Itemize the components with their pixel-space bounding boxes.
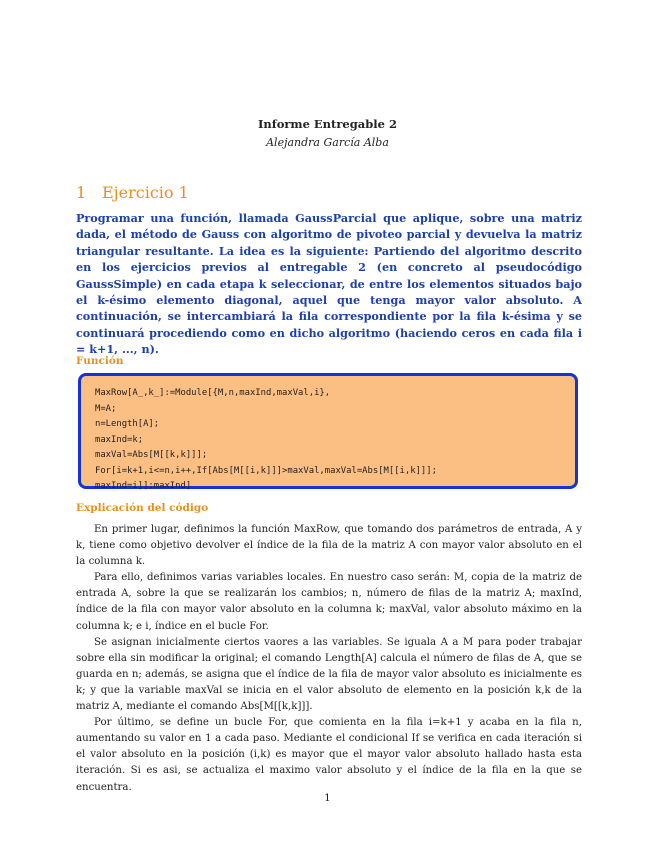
document-author: Alejandra García Alba [266,136,389,149]
paragraph: Para ello, definimos varias variables locales. En nuestro caso serán: M, copia de la matriz de entrada A, sobre la que se realizarán los cambios; n, número de filas de la matriz A; maxInd, índice de la fila con mayor valor absoluto en la columna k; maxVal, valor absoluto máximo en la columna k; e i, índice en el bucle For. [76,572,582,632]
code-line: maxInd=i]];maxInd] [95,481,192,491]
explanation-body [76,522,582,796]
code-block [78,373,578,489]
code-line: maxVal=Abs[M[[k,k]]]; [95,450,208,460]
code-line: maxInd=k; [95,434,144,445]
paragraph: En primer lugar, definimos la función MaxRow, que tomando dos parámetros de entrada, A y k, tiene como objetivo devolver el índice de la fila de la matriz A con mayor valor absoluto en el la columna k. [76,524,582,568]
document-title: Informe Entregable 2 [258,117,397,131]
code-line: M=A; [95,403,117,414]
section-title: Ejercicio 1 [102,183,189,202]
code-line: For[i=k+1,i<=n,i++,If[Abs[M[[i,k]]]>maxVal,maxVal=Abs[M[[i,k]]]; [95,465,437,476]
section-heading [76,183,189,202]
paragraph: Por último, se define un bucle For, que comienta en la fila i=k+1 y acaba en la fila n, aumentando su valor en 1 a cada paso. Mediante el condicional If se verifica en cada iteración si el valor absoluto en la posición (i,k) es mayor que el mayor valor absoluto hallado hasta esta iteración. Si es asi, se actualiza el maximo valor absoluto y el índice de la fila en la que se encuentra. [76,717,582,793]
section-number: 1 [76,183,87,202]
page-number: 1 [324,792,331,804]
paragraph: Se asignan inicialmente ciertos vaores a las variables. Se iguala A a M para poder trabajar sobre ella sin modificar la original; el comando Length[A] calcula el número de filas de A, que se guarda en n; además, se asigna que el índice de la fila de mayor valor absoluto es inicialmente es k; y que la variable maxVal se inicia en el valor absoluto de elemento en la posición k,k de la matriz A, mediante el comando Abs[M[[k,k]]]. [76,636,582,713]
code-line: n=Length[A]; [95,419,160,429]
code-line: MaxRow[A_,k_]:=Module[{M,n,maxInd,maxVal,i}, [95,388,331,398]
explanation-heading: Explicación del código [76,502,209,514]
exercise-statement: Programar una función, llamada GaussParcial que aplique, sobre una matriz dada, el método de Gauss con algoritmo de pivoteo parcial y devuelva la matriz triangular resultante. La idea es la siguiente: Partiendo del algoritmo descrito en los ejercicios previos al entregable 2 (en concreto al pseudocódigo GaussSimple) en cada etapa k seleccionar, de entre los elementos situados bajo el k-ésimo elemento diagonal, aquel que tenga mayor valor absoluto. A continuación, se intercambiará la fila correspondiente por la fila k-ésima y se continuará procediendo como en dicho algoritmo (haciendo ceros en cada fila i = k+1, ..., n). [76,211,582,357]
function-heading: Función [76,355,124,367]
